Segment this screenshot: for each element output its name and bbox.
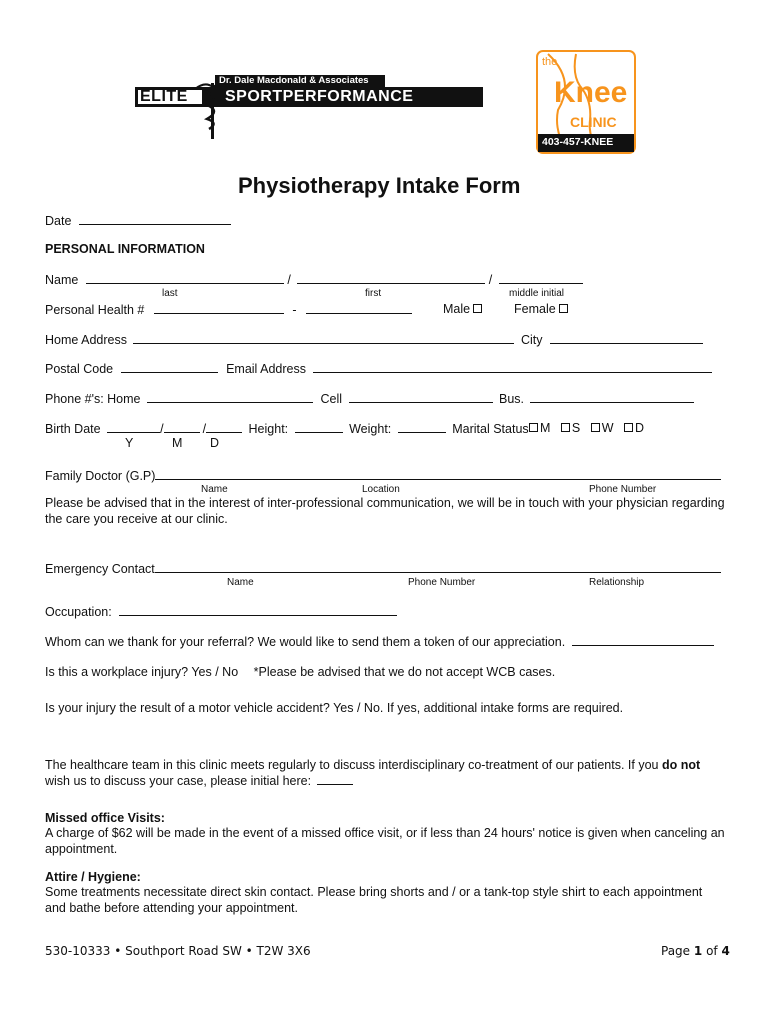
city-field[interactable] xyxy=(550,332,703,344)
date-field[interactable] xyxy=(79,213,231,225)
city-label: City xyxy=(520,333,543,347)
team-discussion-paragraph xyxy=(45,757,725,789)
marital-option-s-label: S xyxy=(571,421,581,435)
knee-logo-clinic-text: CLINIC xyxy=(570,114,617,130)
marital-option-w-label: W xyxy=(601,421,614,435)
first-name-field[interactable] xyxy=(297,272,485,284)
health-number-field-1[interactable] xyxy=(154,302,284,314)
team-text-part1: The healthcare team in this clinic meets regularly to discuss interdisciplinary co-treatment of our patients. If you xyxy=(45,758,659,772)
birth-row xyxy=(45,421,529,436)
form-title: Physiotherapy Intake Form xyxy=(238,173,521,198)
postal-code-label: Postal Code xyxy=(45,362,114,376)
emergency-contact-field[interactable] xyxy=(155,561,721,573)
family-doctor-row xyxy=(45,468,721,483)
emergency-contact-label: Emergency Contact xyxy=(45,562,155,576)
marital-option-d-label: D xyxy=(635,421,645,435)
page-indicator xyxy=(661,944,730,958)
marital-options xyxy=(526,421,644,435)
middle-initial-field[interactable] xyxy=(499,272,583,284)
emergency-sub-relationship: Relationship xyxy=(589,577,645,588)
female-checkbox[interactable] xyxy=(559,304,568,313)
female-option[interactable] xyxy=(514,302,570,316)
name-sub-first: first xyxy=(365,288,382,299)
marital-option-m-label: M xyxy=(540,421,551,435)
male-option[interactable] xyxy=(443,302,484,316)
attire-heading: Attire / Hygiene: xyxy=(45,870,141,884)
health-number-field-2[interactable] xyxy=(306,302,412,314)
marital-checkbox-m[interactable] xyxy=(529,423,538,432)
birth-day-field[interactable] xyxy=(206,421,242,433)
attire-text: Some treatments necessitate direct skin contact. Please bring shorts and / or a tank-top style shirt to each appointment and bathe before attending your appointment. xyxy=(45,885,703,915)
name-label: Name xyxy=(45,273,79,287)
family-doctor-label: Family Doctor (G.P) xyxy=(45,469,156,483)
marital-checkbox-w[interactable] xyxy=(591,423,600,432)
health-row xyxy=(45,302,412,317)
elite-sport-performance-logo xyxy=(135,75,485,140)
referral-row xyxy=(45,634,714,649)
knee-logo-phone: 403-457-KNEE xyxy=(542,136,614,148)
email-field[interactable] xyxy=(313,361,712,373)
marital-option-d[interactable] xyxy=(621,421,644,435)
birth-date-label: Birth Date xyxy=(45,422,101,436)
birth-month-field[interactable] xyxy=(164,421,200,433)
missed-visits-heading: Missed office Visits: xyxy=(45,811,165,825)
knee-logo-big-text: Knee xyxy=(554,76,628,109)
workplace-row xyxy=(45,665,555,679)
initial-field[interactable] xyxy=(317,773,353,785)
name-separator-1: / xyxy=(287,273,291,287)
cell-label: Cell xyxy=(320,392,343,406)
referral-question: Whom can we thank for your referral? We would like to send them a token of our appreciation. xyxy=(45,635,566,649)
height-field[interactable] xyxy=(295,421,343,433)
doctor-sub-location: Location xyxy=(362,484,400,495)
emergency-sub-name: Name xyxy=(227,577,254,588)
birth-sub-d: D xyxy=(210,436,220,450)
male-label: Male xyxy=(443,302,471,316)
name-row xyxy=(45,272,583,287)
email-label: Email Address xyxy=(226,362,306,376)
name-separator-2: / xyxy=(488,273,493,287)
marital-option-s[interactable] xyxy=(558,421,580,435)
page-current: 1 xyxy=(693,944,703,958)
birth-sub-m: M xyxy=(172,436,183,450)
name-sub-last: last xyxy=(162,288,178,299)
weight-field[interactable] xyxy=(398,421,446,433)
doctor-sub-name: Name xyxy=(201,484,228,495)
physician-advisory-text: Please be advised that in the interest of inter-professional communication, we will be in touch with your physician regarding the care you receive at our clinic. xyxy=(45,496,725,526)
health-dash: - xyxy=(292,303,297,317)
phone-home-label: Phone #'s: Home xyxy=(45,392,141,406)
family-doctor-field[interactable] xyxy=(155,468,721,480)
date-row xyxy=(45,213,231,228)
mva-question[interactable]: Is your injury the result of a motor vehicle accident? Yes / No. If yes, additional intake forms are required. xyxy=(45,701,624,715)
health-label: Personal Health # xyxy=(45,303,145,317)
marital-option-w[interactable] xyxy=(588,421,614,435)
missed-visits-text: A charge of $62 will be made in the event of a missed office visit, or if less than 24 hours' notice is given when canceling an appointment. xyxy=(45,826,725,856)
postal-email-row xyxy=(45,361,712,376)
occupation-label: Occupation: xyxy=(45,605,112,619)
height-label: Height: xyxy=(248,422,289,436)
home-address-field[interactable] xyxy=(133,332,514,344)
date-label: Date xyxy=(45,214,72,228)
emergency-sub-phone: Phone Number xyxy=(408,577,476,588)
marital-option-m[interactable] xyxy=(526,421,550,435)
address-row xyxy=(45,332,703,347)
marital-status-label: Marital Status xyxy=(452,422,529,436)
elite-logo-right-word: SPORTPERFORMANCE xyxy=(225,88,414,105)
page-total: 4 xyxy=(721,944,730,958)
page-of: of xyxy=(706,944,718,958)
name-sub-middle: middle initial xyxy=(509,288,565,299)
weight-label: Weight: xyxy=(349,422,392,436)
doctor-sub-phone: Phone Number xyxy=(589,484,657,495)
last-name-field[interactable] xyxy=(86,272,284,284)
emergency-contact-row xyxy=(45,561,721,576)
workplace-question[interactable]: Is this a workplace injury? Yes / No xyxy=(45,665,239,679)
team-text-emphasis: do not xyxy=(661,758,701,772)
occupation-field[interactable] xyxy=(119,604,397,616)
male-checkbox[interactable] xyxy=(473,304,482,313)
bus-field[interactable] xyxy=(530,391,694,403)
marital-checkbox-s[interactable] xyxy=(561,423,570,432)
cell-field[interactable] xyxy=(349,391,493,403)
occupation-row xyxy=(45,604,397,619)
footer-address: 530-10333 • Southport Road SW • T2W 3X6 xyxy=(45,944,311,958)
birth-year-field[interactable] xyxy=(107,421,160,433)
workplace-note: *Please be advised that we do not accept WCB cases. xyxy=(253,665,556,679)
postal-code-field[interactable] xyxy=(121,361,218,373)
phone-row xyxy=(45,391,694,406)
section-heading-personal: PERSONAL INFORMATION xyxy=(45,242,205,256)
team-text-part2: wish us to discuss your case, please initial here: xyxy=(45,774,312,788)
page-word: Page xyxy=(661,944,691,958)
elite-logo-left-word: ELITE xyxy=(140,88,188,105)
birth-separator-1: / xyxy=(160,422,164,436)
birth-separator-2: / xyxy=(202,422,207,436)
birth-sub-y: Y xyxy=(125,436,134,450)
phone-home-field[interactable] xyxy=(147,391,313,403)
bus-label: Bus. xyxy=(498,392,524,406)
knee-clinic-logo xyxy=(536,50,636,154)
female-label: Female xyxy=(514,302,556,316)
marital-checkbox-d[interactable] xyxy=(624,423,633,432)
knee-logo-small-text: the xyxy=(542,56,558,68)
elite-logo-top-text: Dr. Dale Macdonald & Associates xyxy=(219,75,369,86)
referral-field[interactable] xyxy=(572,634,714,646)
home-address-label: Home Address xyxy=(45,333,127,347)
